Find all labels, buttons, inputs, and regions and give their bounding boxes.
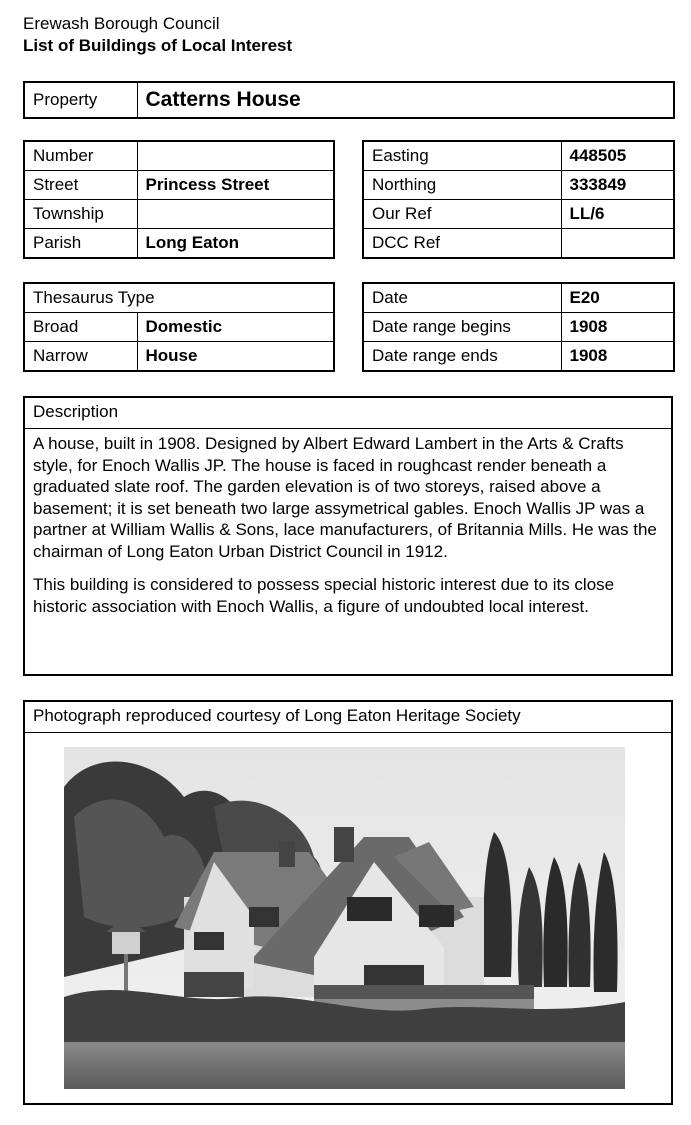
table-row (24, 229, 334, 259)
date-label: Date (363, 283, 561, 313)
table-row (24, 283, 334, 313)
thesaurus-title: Thesaurus Type (24, 283, 334, 313)
table-row (363, 342, 674, 372)
township-value (137, 200, 334, 229)
table-row (24, 200, 334, 229)
our-ref-value: LL/6 (561, 200, 674, 229)
house-photograph (64, 747, 625, 1089)
council-name: Erewash Borough Council (23, 14, 220, 33)
address-table (23, 140, 335, 259)
table-row (363, 313, 674, 342)
table-row (24, 141, 334, 171)
description-body (25, 429, 671, 617)
number-label: Number (24, 141, 137, 171)
table-row (24, 313, 334, 342)
property-table (23, 81, 675, 119)
grid-ref-table (362, 140, 675, 259)
date-table (362, 282, 675, 372)
street-label: Street (24, 171, 137, 200)
northing-label: Northing (363, 171, 561, 200)
description-paragraph: This building is considered to possess special historic interest due to its close historic association with Enoch Wallis, a figure of undoubted local interest. (33, 575, 615, 616)
date-begins-label: Date range begins (363, 313, 561, 342)
narrow-value: House (137, 342, 334, 372)
description-box (23, 396, 673, 676)
table-row (363, 283, 674, 313)
property-name: Catterns House (137, 82, 674, 118)
table-row (24, 171, 334, 200)
property-label: Property (24, 82, 137, 118)
description-label: Description (25, 398, 671, 429)
parish-value: Long Eaton (137, 229, 334, 259)
table-row (363, 229, 674, 259)
easting-label: Easting (363, 141, 561, 171)
date-ends-value: 1908 (561, 342, 674, 372)
number-value (137, 141, 334, 171)
our-ref-label: Our Ref (363, 200, 561, 229)
broad-value: Domestic (137, 313, 334, 342)
dcc-ref-value (561, 229, 674, 259)
dcc-ref-label: DCC Ref (363, 229, 561, 259)
date-value: E20 (561, 283, 674, 313)
table-row (363, 171, 674, 200)
thesaurus-table (23, 282, 335, 372)
photograph-box (23, 700, 673, 1105)
township-label: Township (24, 200, 137, 229)
parish-label: Parish (24, 229, 137, 259)
northing-value: 333849 (561, 171, 674, 200)
table-row (363, 200, 674, 229)
description-paragraph: A house, built in 1908. Designed by Albert Edward Lambert in the Arts & Crafts style, for Enoch Wallis JP. The house is faced in roughcast render beneath a graduated slate roof. The garden elevation is of two storeys, raised above a basement; it is set beneath two large assymetrical gables. Enoch Wallis JP was a partner at William Wallis & Sons, lace manufacturers, of Britannia Mills. He was the chairman of Long Eaton Urban District Council in 1912. (33, 434, 657, 561)
narrow-label: Narrow (24, 342, 137, 372)
date-begins-value: 1908 (561, 313, 674, 342)
broad-label: Broad (24, 313, 137, 342)
date-ends-label: Date range ends (363, 342, 561, 372)
easting-value: 448505 (561, 141, 674, 171)
photograph-caption: Photograph reproduced courtesy of Long Eaton Heritage Society (25, 702, 671, 733)
table-row (363, 141, 674, 171)
street-value: Princess Street (137, 171, 334, 200)
table-row (24, 342, 334, 372)
list-title: List of Buildings of Local Interest (23, 36, 293, 55)
